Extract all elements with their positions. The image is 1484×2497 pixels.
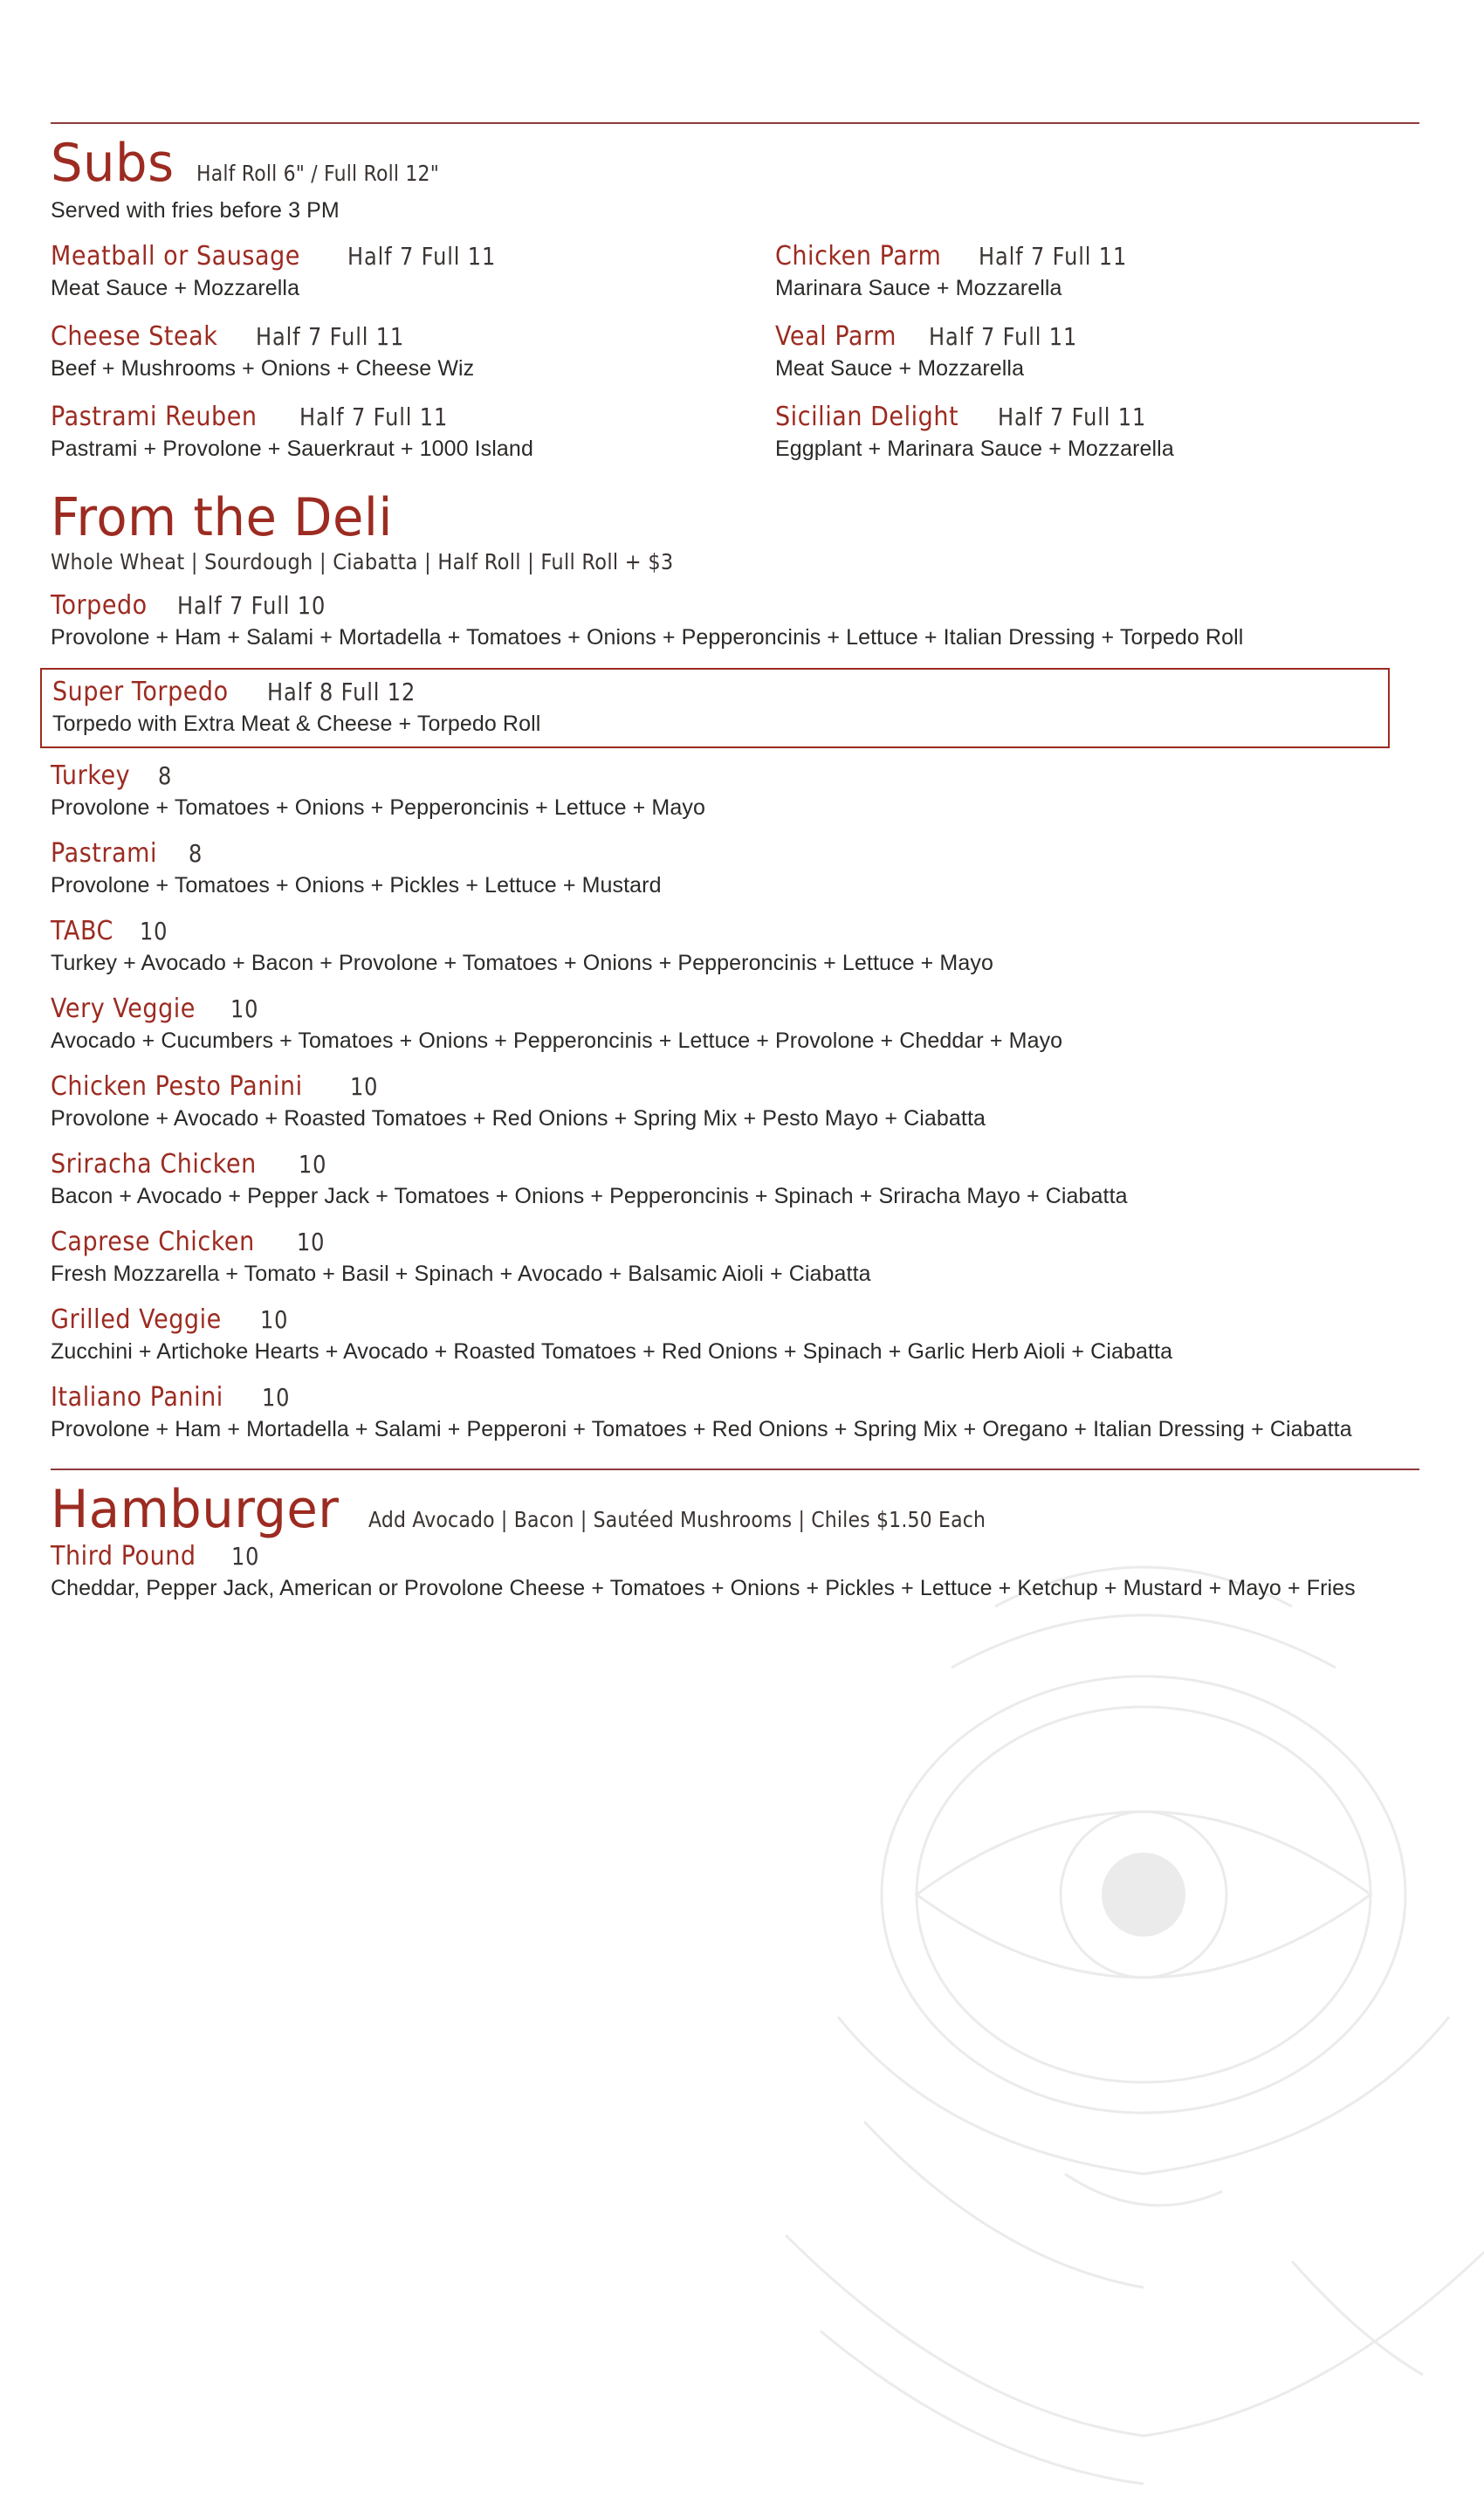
menu-item-price: 8	[188, 839, 203, 868]
menu-item	[775, 402, 1379, 463]
menu-item-description: Bacon + Avocado + Pepper Jack + Tomatoes + Onions + Pepperoncinis + Spinach + Sriracha Mayo + Ciabatta	[51, 1184, 1128, 1208]
subs-heading-row	[51, 133, 1379, 194]
menu-item-description: Provolone + Ham + Mortadella + Salami + Pepperoni + Tomatoes + Red Onions + Spring Mix + Oregano + Italian Dressing + Ciabatta	[51, 1417, 1352, 1441]
hamburger-subtitle: Add Avocado | Bacon | Sautéed Mushrooms | Chiles $1.50 Each	[368, 1507, 986, 1532]
menu-item	[775, 321, 1379, 382]
menu-item-head	[775, 321, 1379, 352]
subs-column-left	[51, 241, 749, 482]
menu-item-head	[51, 1071, 1379, 1102]
menu-item-price: 10	[139, 917, 168, 946]
menu-item-head	[51, 241, 749, 272]
menu-item-head	[775, 241, 1379, 272]
menu-item-price: 10	[296, 1228, 326, 1256]
menu-item-description: Beef + Mushrooms + Onions + Cheese Wiz	[51, 356, 475, 381]
menu-item-head	[51, 760, 1379, 791]
menu-item	[51, 402, 749, 463]
menu-item-description: Pastrami + Provolone + Sauerkraut + 1000 Island	[51, 437, 533, 461]
menu-item-name: Cheese Steak	[51, 321, 218, 352]
menu-item-head	[51, 1227, 1379, 1257]
menu-item-name: TABC	[51, 916, 113, 946]
menu-item-price: 8	[158, 761, 173, 790]
subs-columns	[51, 241, 1379, 482]
menu-item-price: 10	[259, 1305, 288, 1334]
menu-item-description: Turkey + Avocado + Bacon + Provolone + Tomatoes + Onions + Pepperoncinis + Lettuce + Mayo	[51, 951, 993, 975]
menu-item-description: Fresh Mozzarella + Tomato + Basil + Spinach + Avocado + Balsamic Aioli + Ciabatta	[51, 1262, 871, 1286]
menu-item-price: 10	[230, 994, 259, 1023]
menu-item-price: Half 7 Full 11	[255, 322, 404, 351]
subs-subtitle: Half Roll 6" / Full Roll 12"	[196, 161, 440, 186]
menu-item-description: Provolone + Tomatoes + Onions + Pickles + Lettuce + Mustard	[51, 873, 662, 898]
menu-item-price: Half 8 Full 12	[267, 678, 416, 706]
menu-item-head	[51, 1304, 1379, 1335]
deli-title: From the Deli	[51, 487, 393, 548]
menu-item-price: 10	[349, 1072, 379, 1101]
menu-item	[775, 241, 1379, 302]
menu-item-name: Veal Parm	[775, 321, 897, 352]
hamburger-title: Hamburger	[51, 1479, 340, 1540]
menu-item-description: Zucchini + Artichoke Hearts + Avocado + Roasted Tomatoes + Red Onions + Spinach + Garlic Herb Aioli + Ciabatta	[51, 1339, 1173, 1364]
menu-item-price: Half 7 Full 11	[979, 242, 1128, 271]
menu-item-name: Third Pound	[51, 1541, 196, 1572]
menu-item	[51, 590, 1379, 651]
menu-item-head	[51, 838, 1379, 869]
menu-item-head	[51, 321, 749, 352]
menu-item-name: Pastrami	[51, 838, 158, 869]
subs-column-right	[775, 241, 1379, 482]
section-hamburger	[51, 1479, 1379, 1602]
menu-item	[51, 1149, 1379, 1210]
menu-item-price: 10	[299, 1150, 327, 1179]
menu-item-name: Very Veggie	[51, 994, 196, 1024]
menu-item-description: Eggplant + Marinara Sauce + Mozzarella	[775, 437, 1174, 461]
menu-item	[52, 677, 1379, 738]
menu-item	[51, 1541, 1379, 1602]
menu-item-head	[51, 1382, 1379, 1413]
menu-item-description: Marinara Sauce + Mozzarella	[775, 276, 1062, 300]
menu-item-description: Provolone + Ham + Salami + Mortadella + Tomatoes + Onions + Pepperoncinis + Lettuce + Italian Dressing + Torpedo Roll	[51, 625, 1244, 650]
menu-item-name: Chicken Parm	[775, 241, 942, 272]
menu-item-name: Sicilian Delight	[775, 402, 959, 432]
menu-item-price: Half 7 Full 10	[177, 591, 326, 620]
subs-note: Served with fries before 3 PM	[51, 198, 340, 223]
menu-item-price: Half 7 Full 11	[929, 322, 1078, 351]
menu-item-name: Meatball or Sausage	[51, 241, 300, 272]
menu-item-head	[51, 994, 1379, 1024]
menu-item	[51, 321, 749, 382]
menu-item-head	[51, 916, 1379, 946]
deli-heading-row	[51, 487, 1379, 548]
menu-item-name: Caprese Chicken	[51, 1227, 255, 1257]
menu-item-price: Half 7 Full 11	[998, 402, 1147, 431]
menu-item-head	[51, 1541, 1379, 1572]
menu-item	[51, 994, 1379, 1055]
top-divider	[51, 122, 1419, 124]
spacer	[51, 1460, 1379, 1469]
menu-item	[51, 1071, 1379, 1132]
menu-item-description: Meat Sauce + Mozzarella	[51, 276, 300, 300]
menu-item	[51, 1304, 1379, 1365]
deli-bread-options: Whole Wheat | Sourdough | Ciabatta | Half Roll | Full Roll + $3	[51, 549, 674, 574]
menu-item-name: Sriracha Chicken	[51, 1149, 257, 1180]
subs-title: Subs	[51, 133, 175, 194]
menu-item-description: Avocado + Cucumbers + Tomatoes + Onions + Pepperoncinis + Lettuce + Provolone + Cheddar + Mayo	[51, 1028, 1063, 1053]
menu-item-description: Torpedo with Extra Meat & Cheese + Torpedo Roll	[52, 712, 541, 736]
menu-item-name: Super Torpedo	[52, 677, 229, 707]
menu-item-head	[52, 677, 1379, 707]
menu-item-head	[51, 402, 749, 432]
menu-item-price: Half 7 Full 11	[347, 242, 496, 271]
hamburger-heading-row	[51, 1479, 1379, 1540]
menu-item-name: Torpedo	[51, 590, 148, 621]
section-from-the-deli	[51, 487, 1379, 1443]
menu-item-name: Pastrami Reuben	[51, 402, 258, 432]
hamburger-divider	[51, 1469, 1419, 1470]
highlighted-menu-item-box	[40, 668, 1390, 748]
menu-item-name: Italiano Panini	[51, 1382, 223, 1413]
menu-item	[51, 838, 1379, 899]
menu-item-name: Chicken Pesto Panini	[51, 1071, 303, 1102]
menu-item	[51, 916, 1379, 977]
menu-item-description: Provolone + Tomatoes + Onions + Pepperoncinis + Lettuce + Mayo	[51, 795, 705, 820]
menu-item-head	[775, 402, 1379, 432]
menu-item	[51, 1227, 1379, 1288]
menu-item-name: Turkey	[51, 760, 131, 791]
menu-item-head	[51, 1149, 1379, 1180]
menu-item-head	[51, 590, 1379, 621]
menu-item-price: Half 7 Full 11	[299, 402, 449, 431]
menu-item	[51, 1382, 1379, 1443]
menu-item-price: 10	[261, 1383, 291, 1412]
menu-item-description: Cheddar, Pepper Jack, American or Provolone Cheese + Tomatoes + Onions + Pickles + Lettuce + Ketchup + Mustard + Mayo + Fries	[51, 1576, 1356, 1600]
menu-item-price: 10	[231, 1542, 260, 1571]
menu-item	[51, 760, 1379, 822]
menu-item-description: Meat Sauce + Mozzarella	[775, 356, 1025, 381]
section-subs	[51, 133, 1379, 482]
menu-item-description: Provolone + Avocado + Roasted Tomatoes + Red Onions + Spring Mix + Pesto Mayo + Ciabatta	[51, 1106, 986, 1131]
menu-item-name: Grilled Veggie	[51, 1304, 222, 1335]
menu-item	[51, 241, 749, 302]
